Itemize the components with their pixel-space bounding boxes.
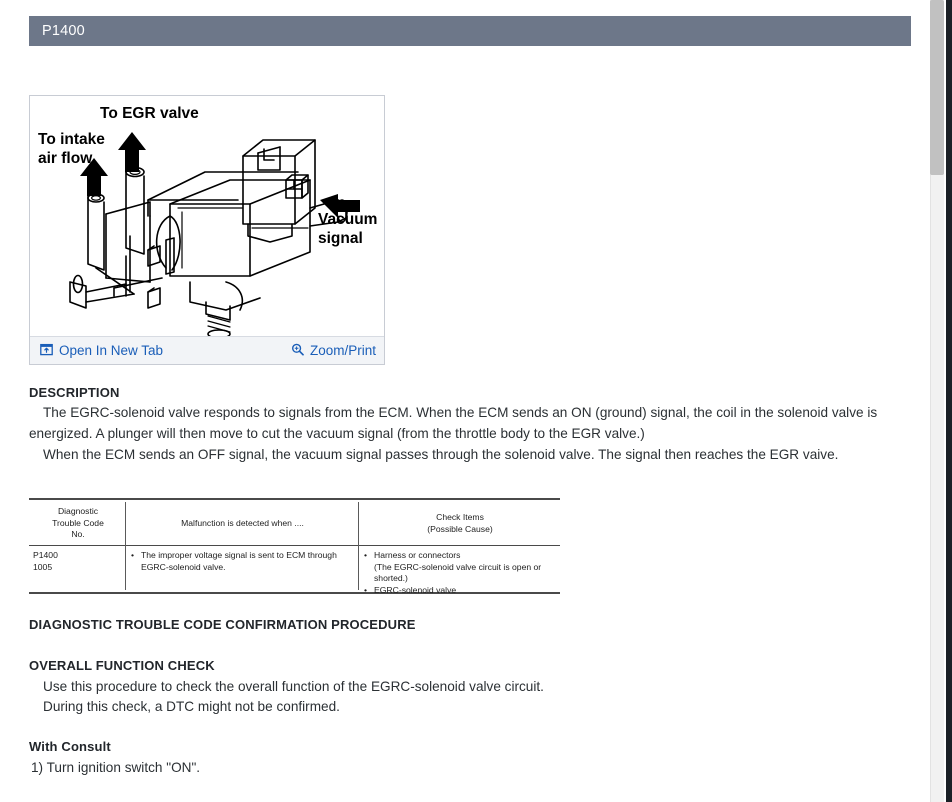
table-cell-malfunction — [129, 550, 356, 573]
dtc-confirmation-procedure-heading: DIAGNOSTIC TROUBLE CODE CONFIRMATION PROCEDURE — [29, 617, 416, 632]
dtc-title-bar — [29, 16, 911, 46]
table-cell-dtc-codes — [33, 550, 123, 573]
description-paragraph-2-line-1: When the ECM sends an OFF signal, the vacuum signal passes through the solenoid valve. The signal then reaches the EGR vaive. — [43, 447, 839, 462]
bullet-icon: • — [363, 584, 367, 595]
table-cell-check-item-1-note: (The EGRC-solenoid valve circuit is open or shorted.) — [374, 561, 542, 583]
table-header-malfunction — [129, 518, 356, 530]
table-header-check-items-line-1: Check Items — [436, 512, 484, 522]
with-consult-step-1: 1) Turn ignition switch "ON". — [31, 760, 201, 775]
figure-label-to-egr-valve: To EGR valve — [100, 105, 199, 122]
table-cell-check-items — [362, 550, 558, 596]
bullet-icon: • — [363, 550, 367, 560]
table-rule-middle — [29, 545, 560, 546]
figure-panel — [29, 95, 385, 365]
table-cell-dtc-code-1: P1400 — [33, 550, 58, 560]
window-edge-shadow — [946, 0, 952, 802]
description-heading: DESCRIPTION — [29, 385, 120, 400]
open-in-new-tab-button[interactable] — [40, 343, 163, 359]
zoom-print-button[interactable] — [291, 343, 376, 359]
table-cell-dtc-code-2: 1005 — [33, 561, 53, 572]
table-header-check-items-line-2: (Possible Cause) — [427, 523, 493, 534]
table-header-dtc-no-line-3: No. — [71, 529, 85, 539]
dtc-code-label: P1400 — [42, 23, 85, 39]
figure-label-to-intake-line1: To intake — [38, 131, 105, 148]
figure-label-to-intake-line2: air flow — [38, 150, 93, 167]
with-consult-heading: With Consult — [29, 739, 111, 754]
figure-label-vacuum-line2: signal — [318, 230, 363, 247]
table-cell-check-item-1: Harness or connectors — [374, 550, 461, 560]
table-cell-malfunction-line-1: The improper voltage signal is sent to ECM through — [141, 550, 337, 560]
table-cell-check-item-2: EGRC-solenoid valve — [374, 584, 457, 595]
open-in-new-tab-icon — [40, 343, 53, 359]
table-rule-top — [29, 498, 560, 500]
description-paragraph-1-line-1: The EGRC-solenoid valve responds to signals from the ECM. When the ECM sends an ON (ground) signal, the coil in the solenoid valve is — [43, 405, 878, 420]
table-header-dtc-no-line-1: Diagnostic — [57, 506, 99, 516]
dtc-table — [29, 498, 560, 594]
egr-solenoid-valve-diagram — [30, 96, 384, 336]
overall-function-check-line-1: Use this procedure to check the overall function of the EGRC-solenoid valve circuit. — [43, 679, 544, 694]
figure-toolbar — [30, 336, 384, 364]
figure-label-vacuum-line1: Vacuum — [318, 211, 378, 228]
overall-function-check-heading: OVERALL FUNCTION CHECK — [29, 658, 215, 673]
table-header-dtc-no-line-2: Trouble Code — [52, 517, 104, 528]
magnifier-icon — [291, 343, 304, 359]
overall-function-check-line-2: During this check, a DTC might not be confirmed. — [43, 699, 340, 714]
description-paragraph-1-line-2: energized. A plunger will then move to cut the vacuum signal (from the throttle body to the EGR valve.) — [29, 426, 645, 441]
table-column-divider-2 — [358, 502, 359, 590]
table-cell-malfunction-line-2: EGRC-solenoid valve. — [141, 561, 226, 572]
bullet-icon: • — [130, 550, 134, 560]
zoom-print-label: Zoom/Print — [309, 343, 376, 358]
open-in-new-tab-label: Open In New Tab — [59, 343, 164, 358]
table-header-check-items — [362, 512, 558, 535]
table-header-dtc-no — [33, 506, 123, 541]
table-column-divider-1 — [125, 502, 126, 590]
table-header-malfunction-text: Malfunction is detected when .... — [181, 518, 304, 528]
vertical-scrollbar-thumb[interactable] — [930, 0, 944, 175]
